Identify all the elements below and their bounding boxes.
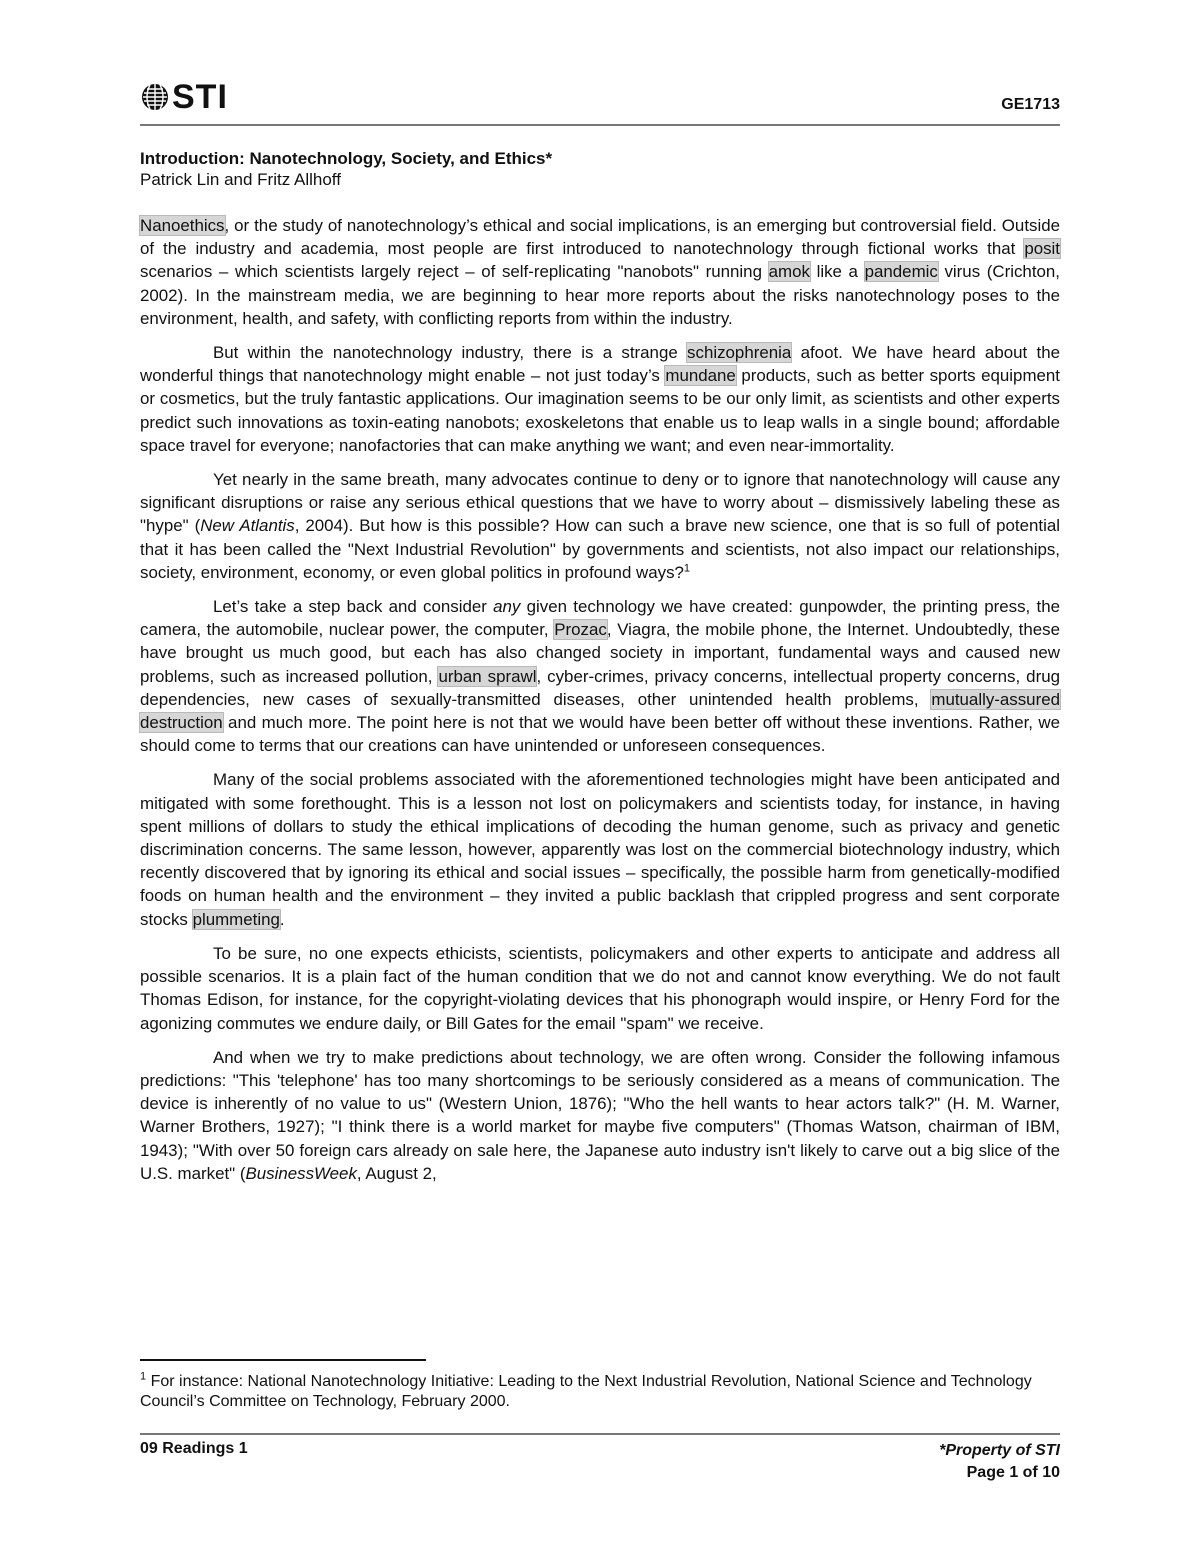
text-run: Many of the social problems associated with the aforementioned technologies might have been anticipated and mitigated with some forethought. This is a lesson not lost on policymakers and scientists today, for instance, in having spent millions of dollars to study the ethical implications of decoding the human genome, such as privacy and genetic discrimination concerns. The same lesson, however, apparently was lost on the commercial biotechnology industry, which recently discovered that by ignoring its ethical and social issues – specifically, the possible harm from genetically-modified foods on human health and the environment – they invited a public backlash that crippled progress and sent corporate stocks (140, 770, 1060, 929)
article-title: Introduction: Nanotechnology, Society, and Ethics* (140, 149, 553, 168)
course-code: GE1713 (1001, 96, 1060, 113)
footnote-reference: 1 (683, 562, 691, 575)
footer-reading-label: 09 Readings 1 (140, 1440, 248, 1457)
footnote-divider (140, 1359, 426, 1361)
article-authors: Patrick Lin and Fritz Allhoff (140, 170, 341, 189)
highlight-mutually-assured-destruction: mutually-assured destruction (140, 689, 1060, 733)
paragraph-5 (140, 768, 1060, 930)
text-run: , August 2, (356, 1163, 437, 1183)
text-run: Let’s take a step back and consider (213, 597, 494, 617)
highlight-nanoethics: Nanoethics (140, 216, 225, 235)
paragraph-6 (140, 942, 1060, 1035)
highlight-pandemic: pandemic (864, 262, 938, 282)
highlight-mundane: mundane (665, 366, 736, 386)
text-run: scenarios – which scientists largely reject – of self-replicating "nanobots" running (140, 262, 769, 282)
footnote-mark: 1 (140, 1370, 147, 1383)
highlight-amok: amok (768, 262, 810, 282)
text-run: , cyber-crimes, privacy concerns, intellectual property concerns, drug dependencies, new cases of sexually-transmitted diseases, other unintended health problems, (140, 666, 1060, 709)
paragraph-3 (140, 468, 1060, 584)
text-run: virus (Crichton, 2002). In the mainstream media, we are beginning to hear more reports about the risks nanotechnology poses to the environment, health, and safety, with conflicting reports from within the industry. (140, 262, 1060, 328)
text-run: and much more. The point here is not that we would have been better off without these inventions. Rather, we should come to terms that our creations can have unintended or unforeseen consequences. (140, 713, 1060, 756)
italic-citation: New Atlantis (200, 516, 295, 536)
text-run: And when we try to make predictions about technology, we are often wrong. Consider the following infamous predictions: "This 'telephone' has too many shortcomings to be seriously considered as a means of communication. The device is inherently of no value to us" (Western Union, 1876); "Who the hell wants to hear actors talk?" (H. M. Warner, Warner Brothers, 1927); "I think there is a world market for maybe five computers" (Thomas Watson, chairman of IBM, 1943); "With over 50 foreign cars already on sale here, the Japanese auto industry isn't likely to carve out a big slice of the U.S. market" ( (140, 1047, 1060, 1183)
text-run: Yet nearly in the same breath, many advocates continue to deny or to ignore that nanotechnology will cause any significant disruptions or raise any serious ethical questions that we have to worry about – dismissively labeling these as "hype" ( (140, 470, 1060, 536)
footer-divider (140, 1433, 1060, 1435)
text-run: , 2004). But how is this possible? How can such a brave new science, one that is so full of potential that it has been called the "Next Industrial Revolution" by governments and scientists, not also impact our relationships, society, environment, economy, or even global politics in profound ways? (140, 516, 1060, 582)
italic-emphasis: any (493, 597, 521, 617)
footnote (140, 1372, 1060, 1412)
highlight-prozac: Prozac (554, 620, 607, 640)
text-run: like a (809, 262, 865, 282)
footer-right (939, 1440, 1060, 1484)
text-run: But within the nanotechnology industry, there is a strange (213, 343, 688, 363)
sti-logo (140, 78, 228, 116)
property-notice: *Property of STI (939, 1442, 1060, 1459)
text-run: afoot. We have heard about the wonderful things that nanotechnology might enable – not just today’s (140, 343, 1060, 386)
text-run: To be sure, no one expects ethicists, scientists, policymakers and other experts to anticipate and address all possible scenarios. It is a plain fact of the human condition that we do not and cannot know everything. We do not fault Thomas Edison, for instance, for the copyright-violating devices that his phonograph would inspire, or Henry Ford for the agonizing commutes we endure daily, or Bill Gates for the email "spam" we receive. (140, 943, 1060, 1033)
highlight-urban-sprawl: urban sprawl (438, 666, 537, 686)
text-run: products, such as better sports equipment or cosmetics, but the truly fantastic applications. Our imagination seems to be our only limit, as scientists and other experts predict such innovations as toxin-eating nanobots; exoskeletons that enable us to leap walls in a single bound; affordable space travel for everyone; nanofactories that can make anything we want; and even near-immortality. (140, 366, 1061, 455)
page-number: Page 1 of 10 (966, 1464, 1060, 1481)
text-run: , Viagra, the mobile phone, the Internet. Undoubtedly, these have brought us much good, but each has also changed society in important, fundamental ways and caused new problems, such as increased pollution, (140, 620, 1060, 686)
page-header (140, 74, 1060, 124)
article-body (140, 148, 1060, 1196)
header-divider (140, 124, 1060, 126)
text-run: , or the study of nanotechnology’s ethical and social implications, is an emerging but controversial field. Outside of the industry and academia, most people are first introduced to nanotechnology through fictional works that (140, 216, 1060, 259)
globe-icon (140, 82, 170, 112)
italic-citation: BusinessWeek (245, 1163, 357, 1183)
highlight-plummeting: plummeting (192, 909, 280, 929)
paragraph-1 (140, 214, 1060, 330)
text-run: . (279, 909, 285, 929)
highlight-posit: posit (1024, 239, 1060, 259)
footnote-text: For instance: National Nanotechnology Initiative: Leading to the Next Industrial Revolution, National Science and Technology Council’s Committee on Technology, February 2000. (140, 1373, 1032, 1410)
paragraph-4 (140, 595, 1060, 757)
paragraph-7 (140, 1046, 1060, 1185)
paragraph-2 (140, 341, 1060, 457)
logo-text: STI (172, 78, 228, 116)
text-run: given technology we have created: gunpowder, the printing press, the camera, the automobile, nuclear power, the computer, (140, 597, 1060, 640)
highlight-schizophrenia: schizophrenia (687, 343, 792, 363)
